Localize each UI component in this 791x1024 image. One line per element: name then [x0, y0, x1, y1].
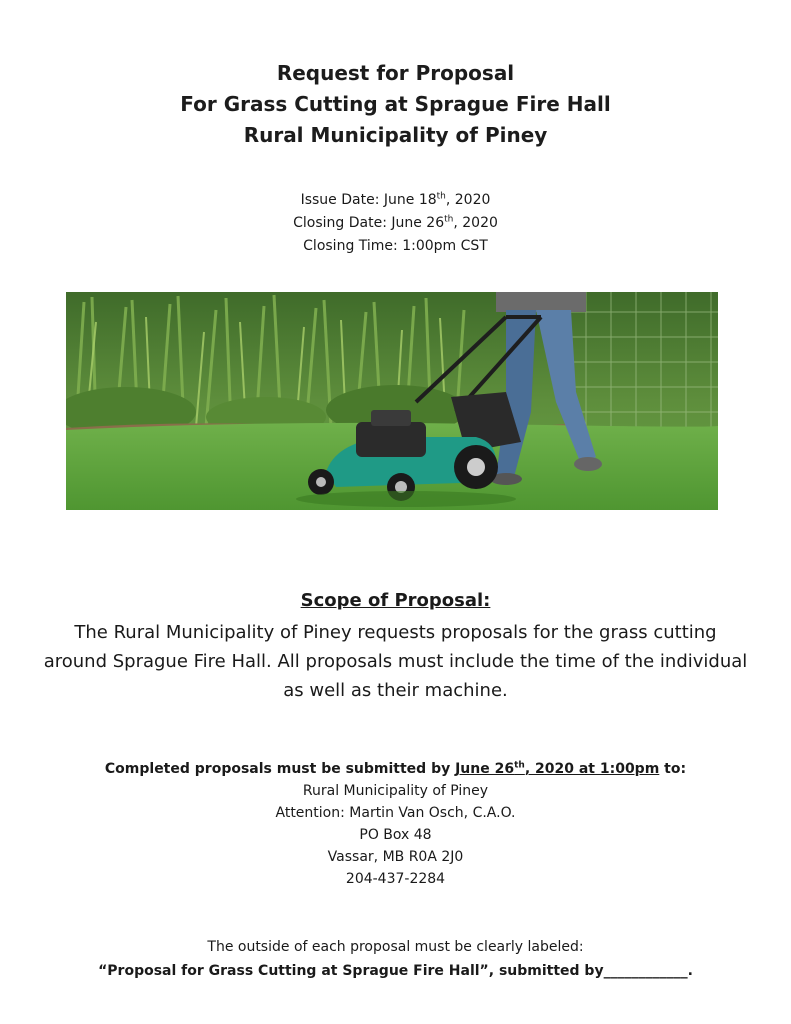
address-line: PO Box 48: [359, 827, 432, 843]
address-line: Vassar, MB R0A 2J0: [327, 849, 464, 865]
phone-number: 204-437-2284: [345, 871, 446, 887]
labeling-instructions: [0, 935, 791, 983]
footer-line-2: “Proposal for Grass Cutting at Sprague Fire Hall”, submitted by____________.: [98, 963, 693, 979]
closing-date: Closing Date: June 26th, 2020: [293, 214, 498, 231]
address-line: Rural Municipality of Piney: [302, 783, 489, 799]
issue-date: Issue Date: June 18th, 2020: [300, 191, 491, 208]
title-line-2: For Grass Cutting at Sprague Fire Hall: [180, 92, 611, 116]
scope-body: The Rural Municipality of Piney requests proposals for the grass cutting around Sprague Fire Hall. All proposals must include the time of the individual as well as their machine.: [43, 622, 748, 701]
submission-deadline: Completed proposals must be submitted by June 26th, 2020 at 1:00pm to:: [104, 760, 687, 777]
date-block: [0, 189, 791, 258]
scope-heading: Scope of Proposal:: [300, 590, 491, 611]
submission-block: [0, 758, 791, 890]
title-line-3: Rural Municipality of Piney: [243, 123, 548, 147]
address-line: Attention: Martin Van Osch, C.A.O.: [275, 805, 516, 821]
footer-line-1: The outside of each proposal must be clearly labeled:: [207, 939, 584, 955]
lawn-mower-photo: [66, 292, 718, 510]
closing-time: Closing Time: 1:00pm CST: [303, 238, 488, 254]
title-line-1: Request for Proposal: [276, 61, 515, 85]
document-title: [0, 58, 791, 151]
